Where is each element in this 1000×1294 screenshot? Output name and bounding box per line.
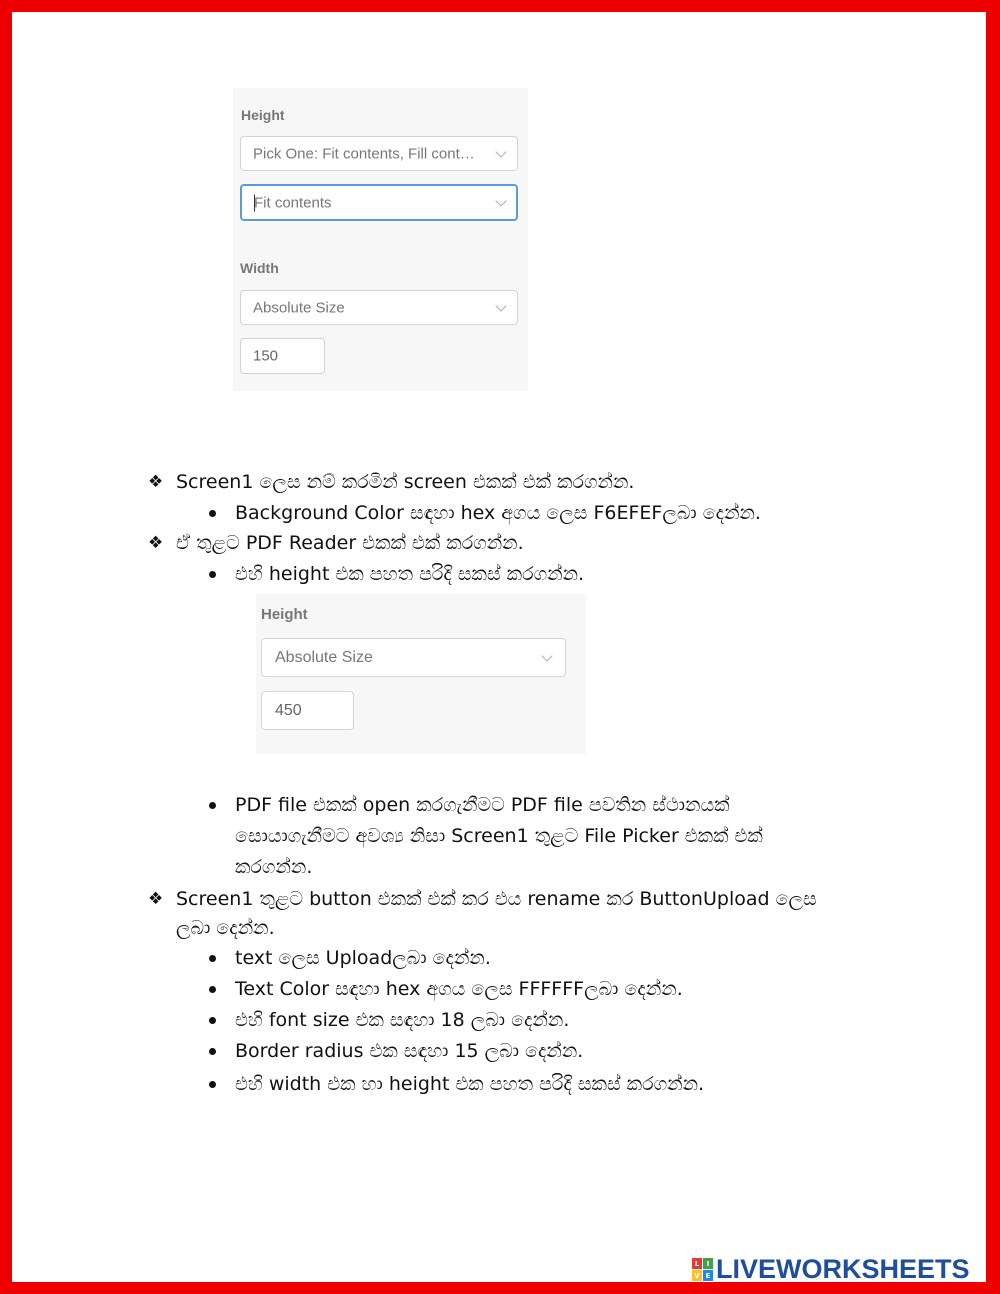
dot-bullet-icon <box>209 571 216 578</box>
dot-bullet-icon <box>209 1048 216 1055</box>
dot-bullet-icon <box>209 510 216 517</box>
instruction-line: Text Color සඳහා hex අගය ලෙස FFFFFFලබා දෙන්න. <box>235 978 683 1000</box>
dot-bullet-icon <box>209 955 216 962</box>
instruction-line: එහි width එක හා height එක පහත පරිදි සකස් කරගන්න. <box>235 1073 705 1095</box>
instruction-line: text ලෙස Uploadලබා දෙන්න. <box>235 947 491 969</box>
height-label: Height <box>261 606 308 623</box>
instruction-line: PDF file එකක් open කරගැනීමට PDF file පවතින ස්ථානයක් <box>235 794 730 816</box>
dot-bullet-icon <box>209 1081 216 1088</box>
dot-bullet-icon <box>209 802 216 809</box>
properties-panel-1 <box>233 88 528 391</box>
chevron-down-icon <box>495 195 506 206</box>
chevron-down-icon <box>495 146 506 157</box>
liveworksheets-mark-icon: L I V E <box>692 1258 712 1280</box>
height-label: Height <box>241 107 285 123</box>
instruction-line: එහි height එක පහත පරිදි සකස් කරගන්න. <box>235 563 585 585</box>
diamond-bullet-icon: ❖ <box>148 533 164 553</box>
instruction-line: Screen1 තුළට button එකක් එක් කර එය rename කර ButtonUpload ලෙස <box>176 888 817 910</box>
height-mode-dropdown[interactable]: Pick One: Fit contents, Fill cont… <box>240 136 518 171</box>
height-selected-dropdown[interactable]: Fit contents <box>240 184 518 221</box>
instruction-line: Screen1 ලෙස නම් කරමින් screen එකක් එක් කරගන්න. <box>176 471 635 493</box>
instruction-line: එහි font size එක සඳහා 18 ලබා දෙන්න. <box>235 1009 570 1031</box>
width-value-input[interactable]: 150 <box>240 338 325 374</box>
instruction-line: ඒ තුළට PDF Reader එකක් එක් කරගන්න. <box>176 532 524 554</box>
chevron-down-icon <box>541 650 552 661</box>
width-label: Width <box>240 260 279 276</box>
width-mode-dropdown[interactable]: Absolute Size <box>240 290 518 325</box>
logo-text: LIVEWORKSHEETS <box>716 1253 970 1284</box>
chevron-down-icon <box>495 300 506 311</box>
diamond-bullet-icon: ❖ <box>148 889 164 909</box>
instruction-line: කරගන්න. <box>235 856 313 878</box>
instruction-line: ලබා දෙන්න. <box>176 917 275 939</box>
instruction-line: සොයාගැනීමට අවශ්‍ය නිසා Screen1 තුළට File Picker එකක් එක් <box>235 825 763 847</box>
height-value-input[interactable]: 450 <box>261 691 354 730</box>
instruction-line: Border radius එක සඳහා 15 ලබා දෙන්න. <box>235 1040 584 1062</box>
dot-bullet-icon <box>209 986 216 993</box>
diamond-bullet-icon: ❖ <box>148 472 164 492</box>
dot-bullet-icon <box>209 1017 216 1024</box>
instruction-line: Background Color සඳහා hex අගය ලෙස F6EFEFලබා දෙන්න. <box>235 502 761 524</box>
properties-panel-2 <box>256 594 586 754</box>
liveworksheets-logo <box>692 1253 970 1284</box>
height-mode-dropdown[interactable]: Absolute Size <box>261 638 566 677</box>
